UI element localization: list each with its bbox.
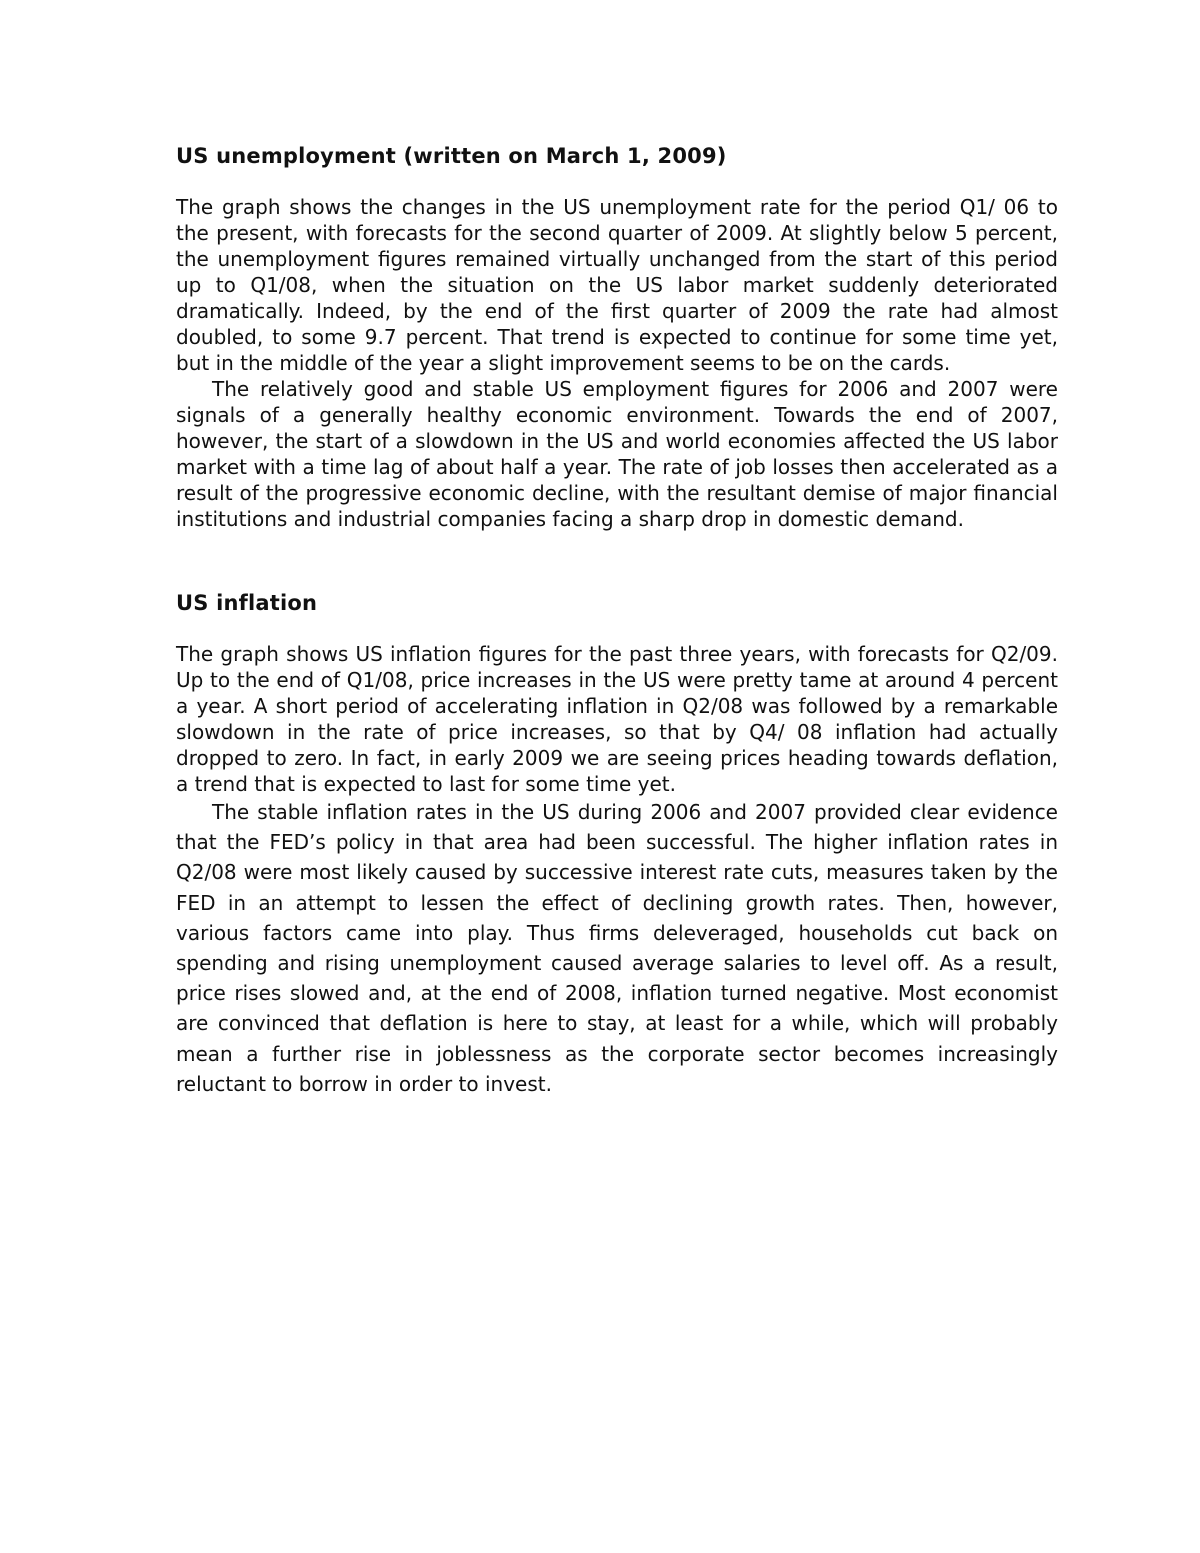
paragraph: The relatively good and stable US employment figures for 2006 and 2007 were signals of a generally healthy economic environment. Towards the end of 2007, however, the start of a slowdown in the US and world economies affected the US labor market with a time lag of about half a year. The rate of job losses then accelerated as a result of the progressive economic decline, with the resultant demise of major financial institutions and industrial companies facing a sharp drop in domestic demand. <box>176 377 1058 531</box>
document-page <box>176 140 1058 1099</box>
section-inflation <box>176 587 1058 1099</box>
section-unemployment <box>176 140 1058 532</box>
section-heading: US inflation <box>176 591 318 615</box>
paragraph: The graph shows the changes in the US unemployment rate for the period Q1/ 06 to the present, with forecasts for the second quarter of 2009. At slightly below 5 percent, the unemployment figures remained virtually unchanged from the start of this period up to Q1/08, when the situation on the US labor market suddenly deteriorated dramatically. Indeed, by the end of the first quarter of 2009 the rate had almost doubled, to some 9.7 percent. That trend is expected to continue for some time yet, but in the middle of the year a slight improvement seems to be on the cards. <box>176 195 1058 375</box>
section-heading: US unemployment (written on March 1, 2009) <box>176 144 727 168</box>
paragraph: The stable inflation rates in the US during 2006 and 2007 provided clear evidence that the FED’s policy in that area had been successful. The higher inflation rates in Q2/08 were most likely caused by successive interest rate cuts, measures taken by the FED in an attempt to lessen the effect of declining growth rates. Then, however, various factors came into play. Thus firms deleveraged, households cut back on spending and rising unemployment caused average salaries to level off. As a result, price rises slowed and, at the end of 2008, inflation turned negative. Most economist are convinced that deflation is here to stay, at least for a while, which will probably mean a further rise in joblessness as the corporate sector becomes increasingly reluctant to borrow in order to invest. <box>176 800 1058 1096</box>
paragraph: The graph shows US inflation figures for the past three years, with forecasts for Q2/09. Up to the end of Q1/08, price increases in the US were pretty tame at around 4 percent a year. A short period of accelerating inflation in Q2/08 was followed by a remarkable slowdown in the rate of price increases, so that by Q4/ 08 inflation had actually dropped to zero. In fact, in early 2009 we are seeing prices heading towards deflation, a trend that is expected to last for some time yet. <box>176 642 1058 796</box>
